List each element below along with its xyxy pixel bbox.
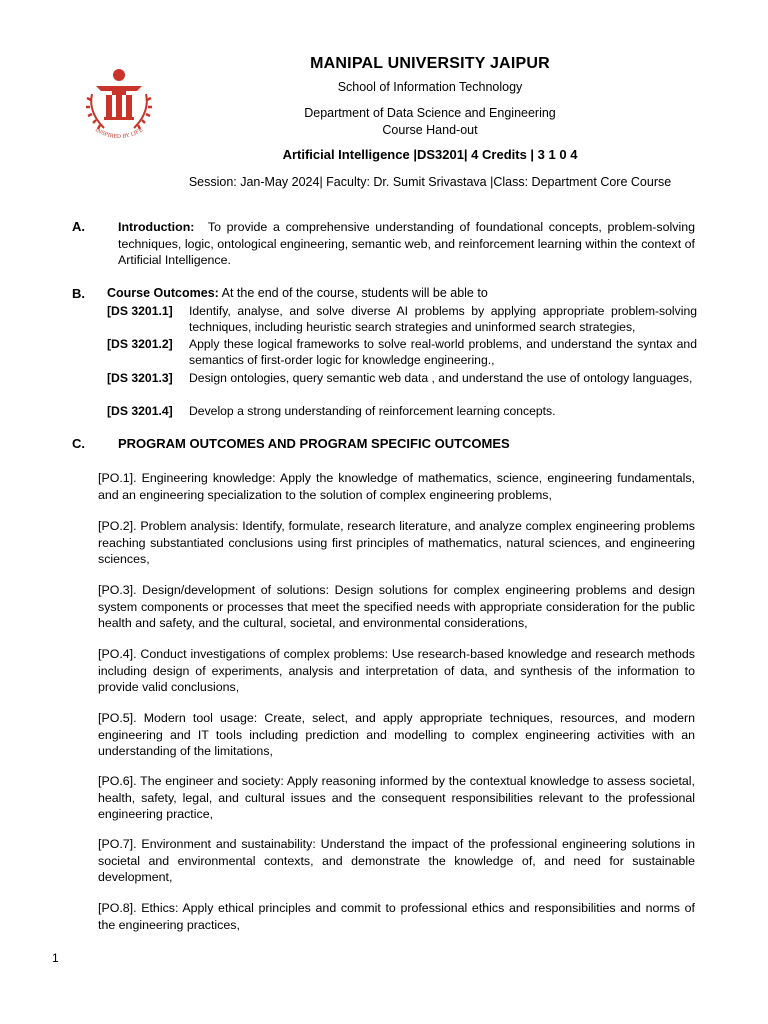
- program-outcome: [PO.8]. Ethics: Apply ethical principles and commit to professional ethics and responsibilities and norms of the engineering practices,: [98, 901, 695, 932]
- section-a-introduction: [118, 219, 695, 269]
- section-a-title: Introduction:: [118, 220, 195, 234]
- section-b-letter: B.: [72, 286, 85, 301]
- section-a-letter: A.: [72, 219, 85, 234]
- section-c-title: PROGRAM OUTCOMES AND PROGRAM SPECIFIC OUTCOMES: [118, 436, 510, 451]
- section-a-text: To provide a comprehensive understanding of foundational concepts, problem-solving techniques, logic, ontological engineering, semantic web, and reinforcement learning within the context of Artificial Intelligence.: [118, 220, 695, 268]
- program-outcome: [PO.5]. Modern tool usage: Create, select, and apply appropriate techniques, resources, and modern engineering and IT tools including prediction and modelling to complex engineering activities with an understanding of the limitations,: [98, 711, 695, 759]
- page-number: 1: [52, 951, 59, 965]
- school-name: School of Information Technology: [337, 80, 523, 94]
- university-logo: [82, 64, 156, 144]
- session-info: Session: Jan-May 2024| Faculty: Dr. Sumit Srivastava |Class: Department Core Course: [188, 175, 672, 189]
- university-name: MANIPAL UNIVERSITY JAIPUR: [310, 55, 550, 72]
- outcome-text: Apply these logical frameworks to solve real-world problems, and understand the syntax and semantics of first-order logic for knowledge engineering.,: [189, 337, 697, 368]
- outcome-code: [DS 3201.1]: [107, 304, 173, 318]
- course-outcomes-heading: [107, 286, 488, 300]
- course-outcome-item: [107, 303, 697, 336]
- outcome-text: Design ontologies, query semantic web data , and understand the use of ontology languages,: [189, 371, 693, 385]
- outcome-text: Develop a strong understanding of reinforcement learning concepts.: [189, 404, 556, 418]
- program-outcome: [PO.7]. Environment and sustainability: Understand the impact of the professional engineering solutions in societal and environmental contexts, and demonstrate the knowledge of, and need for sustainable development,: [98, 837, 695, 885]
- section-b-title: Course Outcomes:: [107, 286, 219, 300]
- course-title: Artificial Intelligence |DS3201| 4 Credits | 3 1 0 4: [282, 147, 578, 162]
- svg-text:INSPIRED BY LIFE: [94, 127, 144, 140]
- outcome-code: [DS 3201.3]: [107, 371, 173, 385]
- program-outcome: [PO.1]. Engineering knowledge: Apply the knowledge of mathematics, science, engineering fundamentals, and an engineering specialization to the solution of complex engineering problems,: [98, 471, 695, 502]
- section-b-intro: At the end of the course, students will be able to: [221, 286, 488, 300]
- logo-motto: INSPIRED BY LIFE: [93, 127, 145, 141]
- course-outcome-item: [107, 336, 697, 369]
- program-outcome: [PO.3]. Design/development of solutions: Design solutions for complex engineering problems and design system components or processes that meet the specified needs with appropriate consideration for the public health and safety, and the cultural, societal, and environmental considerations,: [98, 583, 695, 631]
- section-c-letter: C.: [72, 436, 85, 451]
- outcome-code: [DS 3201.4]: [107, 404, 173, 418]
- department-name: Department of Data Science and Engineering: [304, 106, 556, 120]
- program-outcome: [PO.4]. Conduct investigations of complex problems: Use research-based knowledge and research methods including design of experiments, analysis and interpretation of data, and synthesis of the information to provide valid conclusions,: [98, 647, 695, 695]
- document-type: Course Hand-out: [382, 123, 478, 137]
- course-outcome-item: [107, 403, 697, 419]
- outcome-text: Identify, analyse, and solve diverse AI problems by applying appropriate problem-solving techniques, including heuristic search strategies and uninformed search strategies,: [189, 304, 697, 335]
- course-outcome-item: [107, 370, 697, 386]
- outcome-code: [DS 3201.2]: [107, 337, 173, 351]
- program-outcome: [PO.2]. Problem analysis: Identify, formulate, research literature, and analyze complex engineering problems reaching substantiated conclusions using first principles of mathematics, natural sciences, and engineering sciences,: [98, 519, 695, 567]
- program-outcome: [PO.6]. The engineer and society: Apply reasoning informed by the contextual knowledge to assess societal, health, safety, legal, and cultural issues and the consequent responsibilities relevant to the professional engineering practice,: [98, 774, 695, 822]
